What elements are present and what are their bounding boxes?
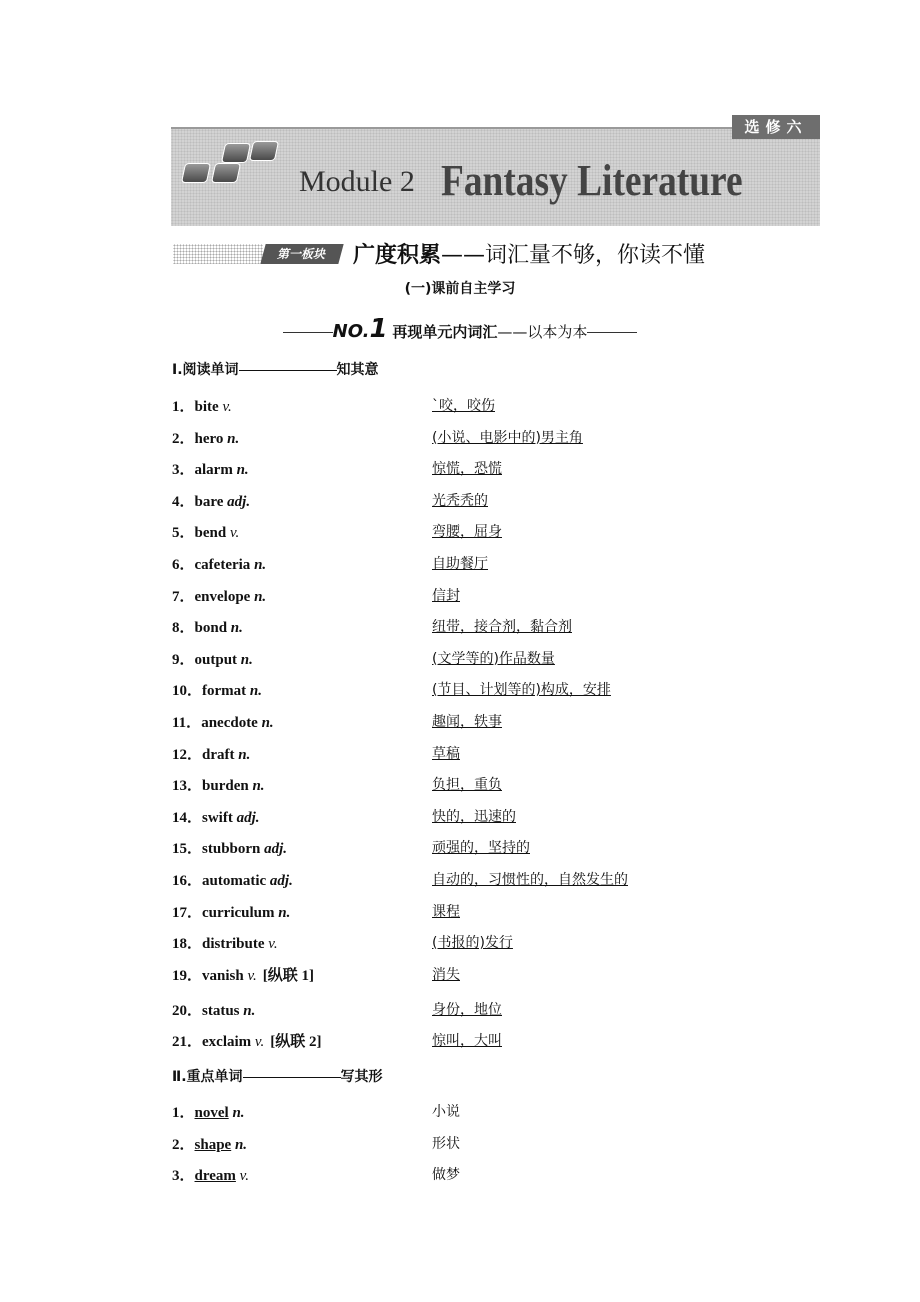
part-of-speech: n. [261,714,274,731]
vocab-row [172,1133,772,1165]
item-number: 14． [172,809,203,826]
word: burden [202,778,253,795]
word: bite [194,399,223,415]
word: cafeteria [194,556,255,573]
item-number: 20． [172,1002,203,1019]
part-of-speech: v. [235,1168,249,1185]
no1-tail: ——以本为本 [497,323,588,341]
meaning: (书报的)发行 [432,935,513,952]
no-number: 1 [369,314,388,344]
vocab-row [172,932,772,964]
word: novel [194,1105,229,1121]
meaning: 自动的，习惯性的，自然发生的 [432,871,628,888]
vocab-row [172,521,772,553]
part-of-speech: v. [254,1034,265,1051]
part2-label: Ⅱ.重点单词 [172,1069,243,1085]
part-of-speech: n. [278,904,291,921]
vocab-row [172,648,772,680]
vocab-row [172,585,772,617]
divider [587,332,637,333]
word: automatic [202,872,270,889]
meaning: 负担，重负 [432,777,502,794]
module-number: Module 2 [299,165,415,198]
section-badge: 第一板块 [260,244,343,264]
item-number: 15． [172,841,203,858]
meaning: (小说、电影中的)男主角 [432,429,583,446]
item-number: 11． [172,714,202,731]
meaning: 趣闻，轶事 [432,713,502,730]
word: bend [194,525,230,542]
part1-suffix: 知其意 [336,362,379,378]
word: shape [194,1136,232,1153]
meaning: 草稿 [432,745,460,762]
word: bare [194,493,228,510]
part-of-speech: n. [254,588,267,605]
vocab-row [172,616,772,648]
part2-suffix: 写其形 [340,1069,383,1085]
part-of-speech: n. [231,1136,248,1153]
word: output [194,651,241,668]
banner-image-icon [181,163,211,183]
meaning: 课程 [432,903,460,920]
part-of-speech: n. [249,683,263,700]
item-number: 13． [172,778,203,795]
item-number: 3． [172,1168,195,1185]
subheading: (一)课前自主学习 [404,281,516,297]
vocab-row [172,964,772,996]
word: distribute [202,936,269,953]
meaning: (文学等的)作品数量 [432,650,555,667]
meaning: `咬，咬伤 [432,398,495,414]
section-title: 广度积累 [353,243,442,268]
word: alarm [194,462,237,479]
item-number: 4． [172,493,195,510]
part-of-speech: n. [240,651,253,668]
meaning: 纽带，接合剂，黏合剂 [432,619,572,636]
part-of-speech: adj. [236,809,260,826]
item-number: 7． [172,588,195,605]
no1-title: 再现单元内词汇 [392,323,498,341]
vocab-row [172,395,772,427]
meaning: 光秃秃的 [432,492,488,509]
item-number: 1． [172,399,195,415]
item-number: 18． [172,936,203,953]
banner-image-icon [221,143,251,163]
word: hero [194,430,228,447]
part1-heading [172,359,379,379]
word: dream [194,1168,236,1185]
item-number: 2． [172,1136,195,1153]
dots-decoration [173,244,263,264]
vocab-row [172,1101,772,1133]
meaning: 形状 [432,1135,460,1152]
vocab-row [172,743,772,775]
vocab-row [172,1030,772,1062]
vocab-row [172,901,772,933]
module-banner [171,118,820,226]
word: stubborn [202,841,265,858]
part-of-speech: n. [236,462,249,479]
part-of-speech: adj. [264,841,288,858]
divider [283,332,333,333]
item-number: 10． [172,683,203,700]
part-of-speech: n. [228,1105,245,1121]
word: draft [202,746,239,763]
meaning: 自助餐厅 [432,555,488,572]
part-of-speech: adj. [269,872,293,889]
part-of-speech: n. [227,430,240,447]
vocab-row [172,1164,772,1196]
no1-heading [0,314,920,344]
part-of-speech: v. [247,967,257,984]
vocab-row [172,711,772,743]
vocab-row [172,679,772,711]
word: curriculum [202,904,279,921]
word: status [202,1002,244,1019]
vocab-row [172,490,772,522]
vocab-row [172,837,772,869]
word: anecdote [201,714,262,731]
item-number: 6． [172,556,195,573]
part-of-speech: v. [222,399,232,415]
part-of-speech: v. [229,525,240,542]
meaning: 惊慌，恐慌 [432,461,502,478]
part-of-speech: n. [243,1002,256,1019]
part-of-speech: v. [268,936,278,953]
item-number: 17． [172,904,203,921]
part-of-speech: n. [230,620,243,637]
no-label: NO. [332,321,370,342]
word: vanish [202,967,248,984]
part2-heading [172,1066,383,1086]
item-number: 8． [172,620,195,637]
meaning: 信封 [432,587,460,604]
meaning: 消失 [432,966,460,983]
meaning: 小说 [432,1104,460,1120]
meaning: 弯腰，屈身 [432,524,502,541]
section-header [173,240,733,270]
item-number: 12． [172,746,203,763]
vocab-row [172,427,772,459]
word: envelope [194,588,255,605]
section-subtitle: ——词汇量不够，你读不懂 [441,243,706,268]
vocab-row [172,458,772,490]
key-word-list [172,1101,772,1196]
word: format [202,683,250,700]
meaning: 身份，地位 [432,1001,502,1018]
vocab-row [172,869,772,901]
cross-ref: [纵联 1] [262,967,315,984]
part-of-speech: n. [254,556,267,573]
cross-ref: [纵联 2] [270,1034,322,1051]
vocab-row [172,806,772,838]
item-number: 5． [172,525,195,542]
banner-image-icon [211,163,241,183]
vocab-row [172,999,772,1031]
meaning: 快的，迅速的 [432,808,516,825]
item-number: 1． [172,1105,195,1121]
item-number: 9． [172,651,195,668]
item-number: 19． [172,967,203,984]
word: bond [194,620,231,637]
volume-tag: 选修六 [732,115,820,139]
part-of-speech: adj. [227,493,251,510]
vocab-row [172,553,772,585]
part-of-speech: n. [252,778,265,795]
item-number: 2． [172,430,195,447]
item-number: 3． [172,462,195,479]
word: exclaim [202,1034,255,1051]
meaning: 惊叫，大叫 [432,1033,502,1050]
reading-word-list [172,395,772,1062]
meaning: 顽强的，坚持的 [432,840,530,857]
part-of-speech: n. [238,746,251,763]
item-number: 16． [172,872,203,889]
part1-label: Ⅰ.阅读单词 [172,362,239,378]
meaning: 做梦 [432,1167,460,1184]
meaning: (节目、计划等的)构成，安排 [432,682,611,699]
module-title: Fantasy Literature [441,156,743,205]
item-number: 21． [172,1034,203,1051]
vocab-row [172,774,772,806]
banner-image-icon [249,141,279,161]
word: swift [202,809,237,826]
